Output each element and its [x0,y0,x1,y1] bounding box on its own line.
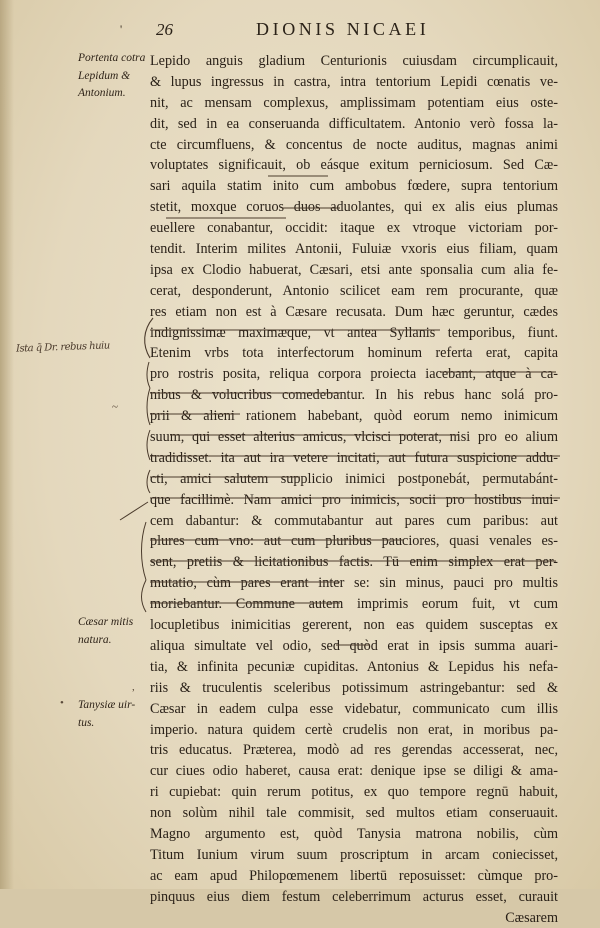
text-line: moriebantur. Commune autem imprimis eorum fuit, vt cum [150,596,558,613]
margin-note-portenta [78,50,145,103]
text-line: indignissimæ maximæque, vt antea Syllanis temporibus, fiunt. [150,324,558,341]
ink-dot-mark: • [60,697,64,709]
text-line: Cæsar in eadem culpa esse videbatur, communicato cum illis [150,700,558,717]
margin-note-line: tus. [78,716,95,729]
ink-comma-mark: , [132,681,135,693]
text-line: dit, sed in ea conseruanda difficultatem. Antonio verò fossa la- [150,115,558,132]
page-header [0,16,600,46]
text-line: pinquus eius diem festum celeberrimum acturus esset, curauit [150,888,558,905]
bracket-mark [142,522,147,580]
text-line: res etiam non est à Cæsare recusata. Dum hæc geruntur, cædes [150,303,558,320]
text-line: Cæsarem [505,909,558,926]
text-line: cerat, desponderunt, Antonio scilicet eam rem procurante, quæ [150,282,558,299]
text-line: pro rostris posita, reliqua corpora proiecta iacebant, atque à ca- [150,366,558,383]
margin-note-line: Antonium. [78,87,126,99]
text-line: nibus & volucribus comedebantur. In his rebus hanc solá pro- [150,387,558,404]
text-line: cur ciues odio haberet, causa erat: denique ipse se diligi & ama- [150,763,558,780]
text-line: voluptates significauit, ob eásque exitum perniciosum. Sed Cæ- [150,157,558,174]
text-line: suum, qui esset alterius amicus, vlcisci poterat, nisi pro eo alium [150,429,558,446]
text-line: plures cum vno: aut cum pluribus pauciores, quasi venales es- [150,533,558,550]
running-title: DIONIS NICAEI [256,19,430,39]
text-line: sari aquila statim inito cum ambobus fœdere, supra tentorium [150,178,558,195]
text-line: nit, ac mensam complexus, amplissimam potentiam eius oste- [150,94,558,111]
text-line: ac eam apud Philopœmenem libertū reposuisset: cùmque pro- [150,867,558,884]
text-line: stetit, moxque coruos duos aduolantes, qui ex alis eius plumas [150,199,558,216]
text-line: tia, & infinita pecuniæ cupiditas. Antonius & Lepidus his nefa- [150,658,558,675]
margin-note-line: Portenta cotra [78,52,146,64]
text-line: ipsa ex Clodio habuerat, Cæsari, etsi ante sponsalia cum alia fe- [150,261,558,278]
page-number: 26 [156,20,173,39]
text-line: euellere conabantur, occidit: itaque ex vtroque victoriam por- [150,220,558,237]
text-line: prii & alieni rationem habebant, quòd eorum nemo inimicum [150,408,558,425]
text-line: sent, pretiis & licitationibus factis. Tū enim simplex erat per- [150,554,558,571]
text-line: aliqua simultate vel odio, sed quòd erat in ipsis summa auari- [150,637,558,654]
margin-note-line: Tanysiæ uir- [78,699,136,711]
text-line: cti, amici salutem supplicio inimici postponebát, permutabánt- [150,470,558,487]
gutter-shadow [0,0,14,889]
text-line: mutatio, cùm pares erant inter se: sin minus, pauci pro multis [150,575,558,592]
margin-note-line: natura. [78,633,112,646]
text-line: Lepido anguis gladium Centurionis cuiusdam circumplicauit, [150,53,558,69]
ink-tick-mark: ' [120,22,123,36]
text-line: tradidisset. ita aut ira vetere incitati, aut futura suspicione addu- [150,449,558,466]
ink-dash-mark: ~ [112,401,118,413]
margin-note-line: Cæsar mitis [78,616,134,628]
text-line: cem dabantur: & commutabantur aut pares cum paribus: aut [150,512,558,529]
text-line: que facillimè. Nam amici pro inimicis, socii pro hostibus inui- [150,491,558,508]
text-line: riis & truculentis sceleribus potissimum astringebantur: sed & [150,679,558,696]
text-line: Magno argumento est, quòd Tanysia matrona nobilis, cùm [150,825,558,842]
text-line: ri cupiebat: quin rerum potitus, ex quo tempore regnū habuit, [150,784,558,801]
text-line: & lupus ingressus in castra, intra tentorium Lepidi cœnatis ve- [150,73,558,90]
text-line: locupletibus inimicitias gererent, non eas quidem susceptas ex [150,617,558,634]
text-line: cte circumfluens, & concentus de nocte auditus, magnas animi [150,136,558,153]
margin-note-line: Lepidum & [78,69,131,82]
text-line: Titum Iunium virum suum proscriptum in arcam coniecisset, [150,846,558,863]
margin-note-caesar [78,614,133,649]
bracket-mark [120,502,148,520]
margin-note-tanysia [78,697,135,732]
text-line: non solùm nihil tale commisit, sed multos etiam conseruauit. [150,805,558,822]
handwritten-annotation: Ista q̃ Dr. rebus huiu [15,340,110,355]
text-line: Etenim vrbs tota interfectorum hominum referta erat, capita [150,345,558,362]
bracket-mark [142,580,147,612]
body-text-column [150,51,558,928]
text-line: imperio. natura quidem certè crudelis non erat, in moribus pa- [150,721,558,738]
text-line: tris educatus. Præterea, modò ad res gerendas accesserat, nec, [150,742,558,759]
text-line: tendit. Interim milites Antonii, Fuluiæ vxoris eius filiam, quam [150,241,558,258]
